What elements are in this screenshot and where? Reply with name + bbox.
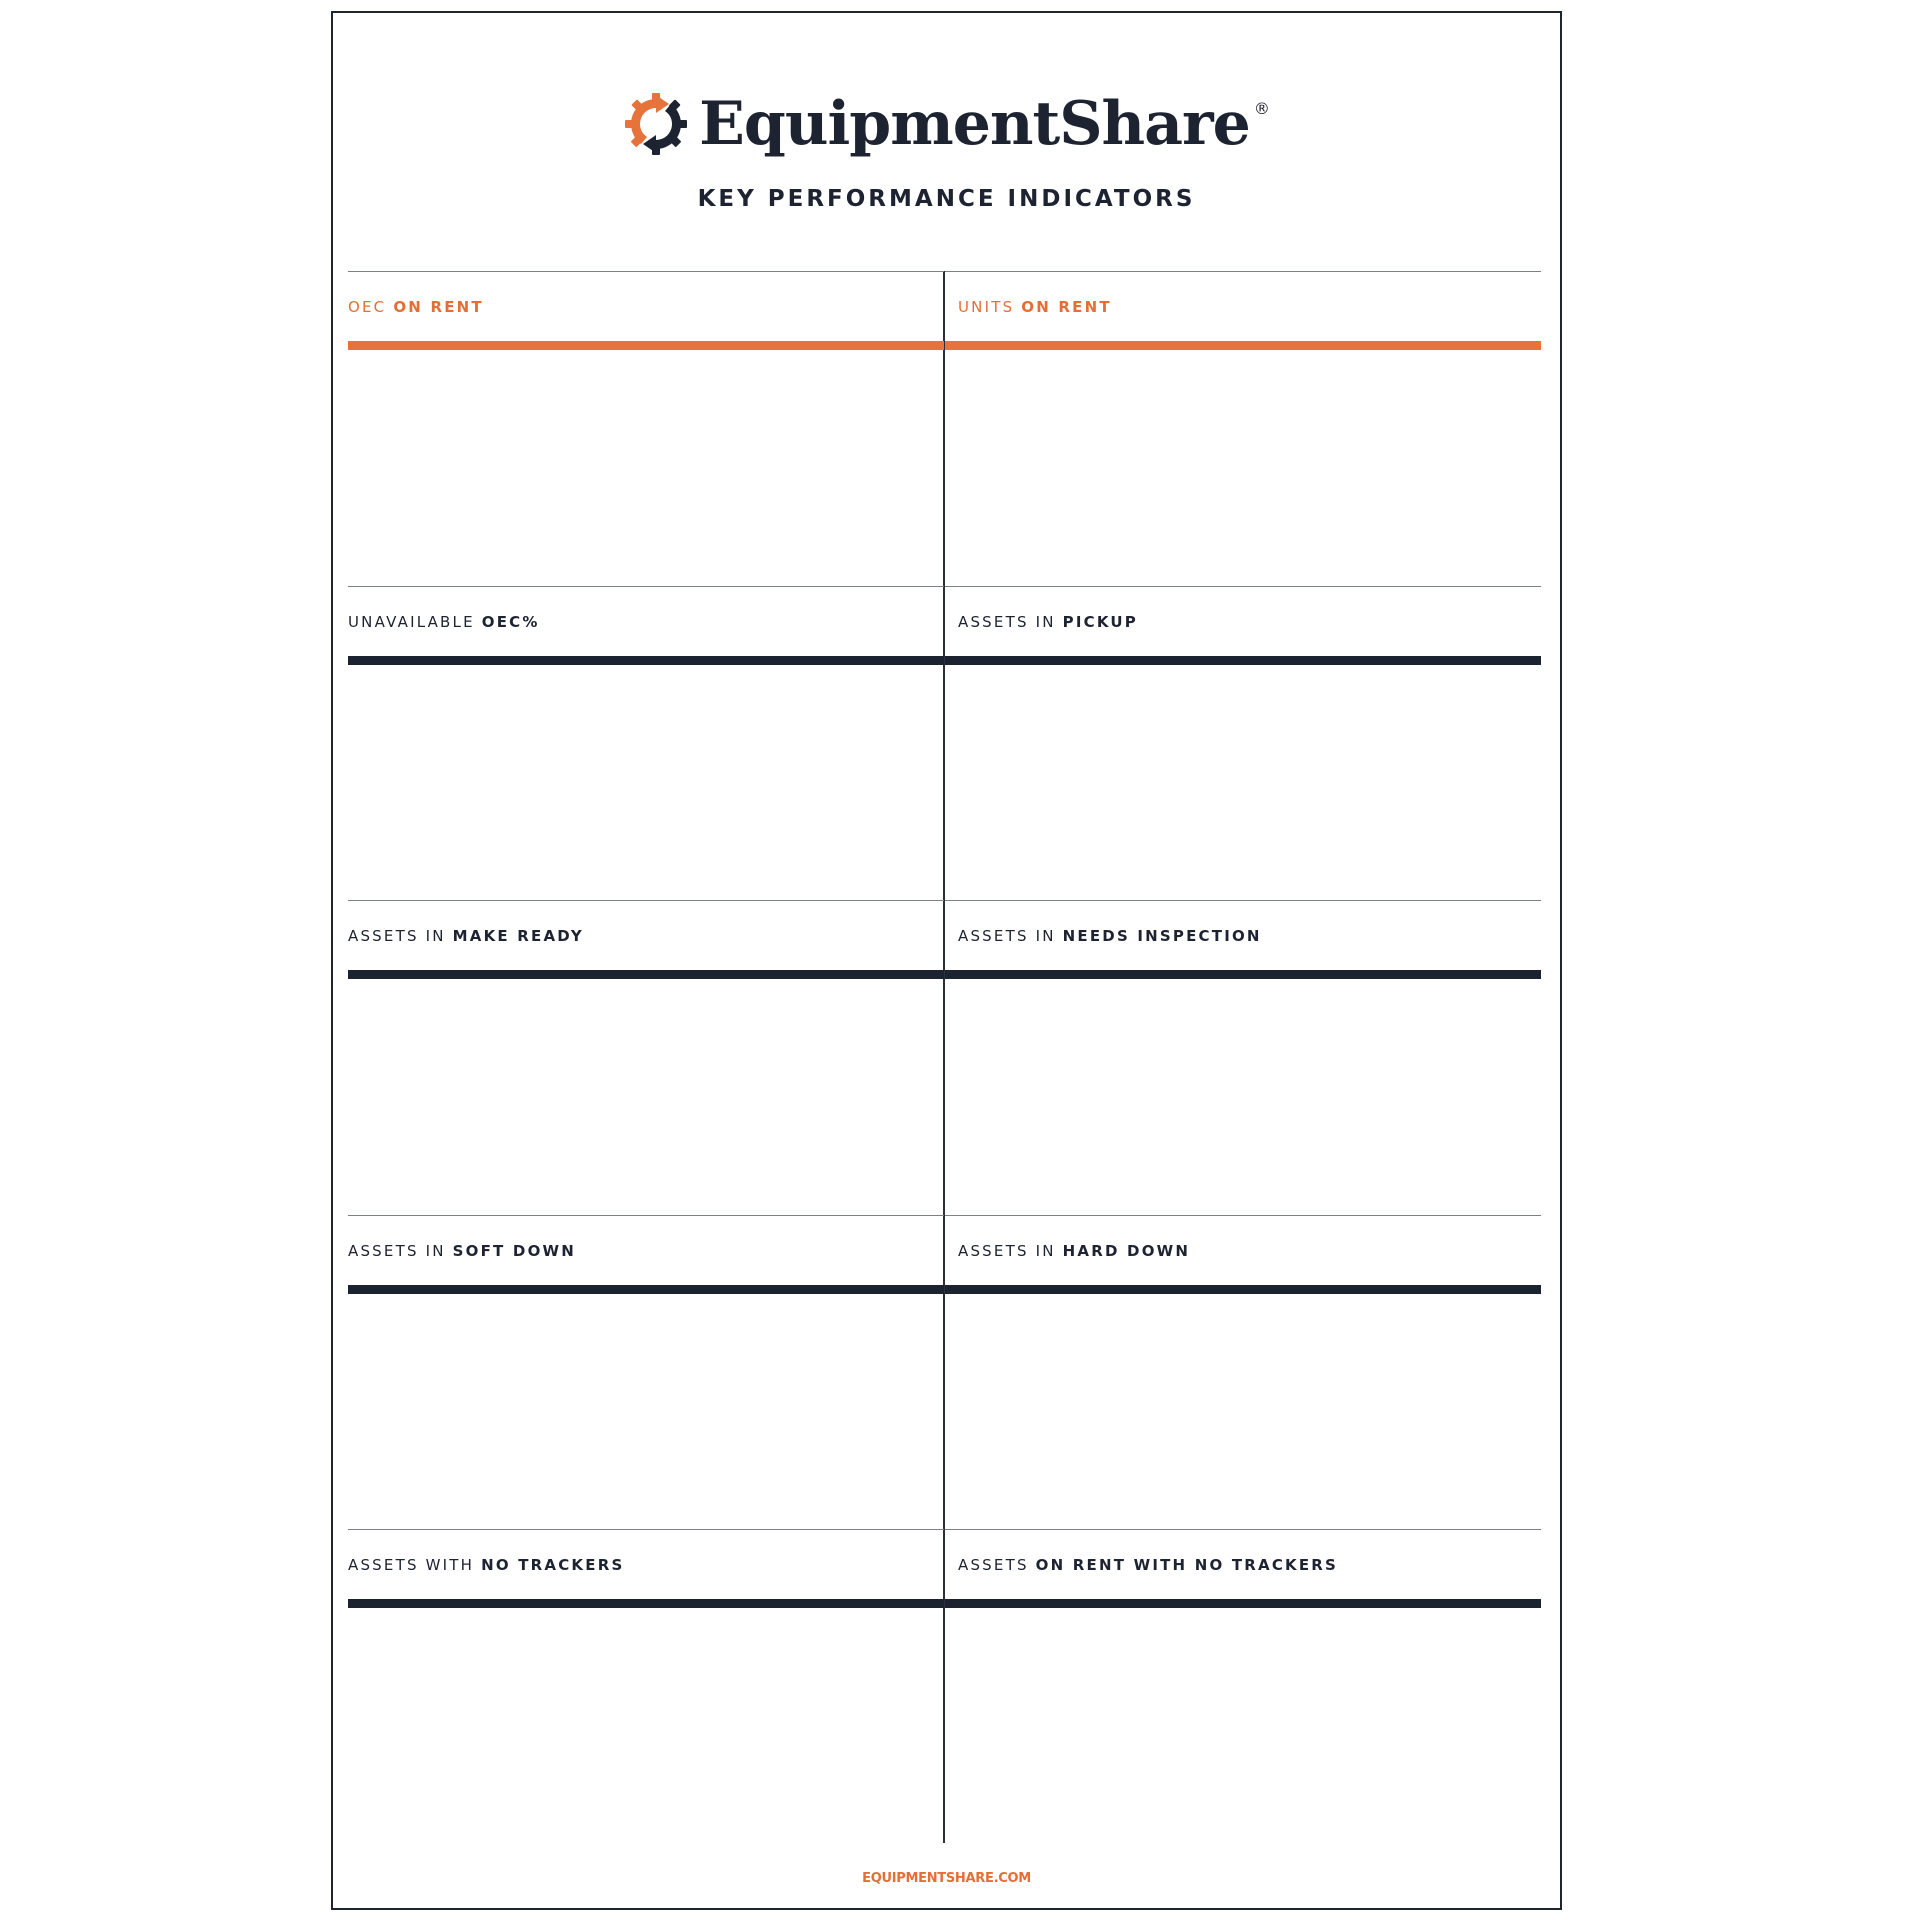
brand-wordmark: EquipmentShare	[699, 89, 1250, 159]
kpi-label-prefix: OEC	[348, 298, 394, 316]
kpi-underline-bar	[348, 970, 944, 979]
cell-divider	[945, 1215, 1541, 1216]
kpi-cell	[945, 1215, 1541, 1529]
kpi-cell	[348, 271, 944, 585]
kpi-grid	[348, 271, 1541, 1843]
kpi-underline-bar	[945, 1599, 1541, 1608]
kpi-cell	[945, 1529, 1541, 1843]
kpi-label-prefix: ASSETS IN	[958, 612, 1063, 631]
kpi-label-prefix: ASSETS IN	[958, 1241, 1063, 1260]
kpi-label-emphasis: NO TRACKERS	[481, 1556, 625, 1574]
page-title: KEY PERFORMANCE INDICATORS	[697, 186, 1196, 212]
kpi-label	[958, 927, 1262, 945]
gear-arrows-logo-icon	[623, 91, 689, 157]
kpi-label	[348, 1242, 576, 1260]
kpi-label-emphasis: ON RENT	[1021, 298, 1112, 316]
cell-divider	[945, 1529, 1541, 1530]
kpi-cell	[945, 586, 1541, 900]
brand-logo	[333, 91, 1560, 157]
kpi-label-emphasis: MAKE READY	[452, 927, 584, 945]
cell-divider	[348, 1215, 944, 1216]
kpi-underline-bar	[945, 970, 1541, 979]
kpi-cell	[348, 900, 944, 1214]
kpi-label	[958, 613, 1138, 631]
kpi-label-prefix: ASSETS WITH	[348, 1556, 482, 1574]
kpi-label-emphasis: ON RENT	[393, 298, 484, 316]
kpi-cell	[945, 271, 1541, 585]
kpi-label-emphasis: SOFT DOWN	[452, 1241, 577, 1260]
kpi-cell	[348, 1215, 944, 1529]
cell-divider	[348, 900, 944, 901]
kpi-label-prefix: ASSETS IN	[348, 927, 453, 945]
kpi-underline-bar	[348, 341, 944, 350]
cell-divider	[945, 586, 1541, 587]
kpi-label-emphasis: HARD DOWN	[1062, 1241, 1191, 1260]
kpi-underline-bar	[945, 656, 1541, 665]
kpi-cell	[945, 900, 1541, 1214]
kpi-underline-bar	[348, 1599, 944, 1608]
kpi-label	[348, 298, 484, 316]
kpi-label-emphasis: OEC%	[481, 612, 540, 631]
footer-url: EQUIPMENTSHARE.COM	[862, 1871, 1031, 1886]
kpi-label	[348, 613, 540, 631]
kpi-cell	[348, 1529, 944, 1843]
kpi-label-prefix: ASSETS IN	[348, 1241, 453, 1260]
cell-divider	[945, 271, 1541, 272]
kpi-underline-bar	[945, 1285, 1541, 1294]
kpi-label	[348, 1556, 624, 1574]
kpi-label-prefix: UNITS	[958, 298, 1022, 316]
kpi-label-prefix: UNAVAILABLE	[348, 612, 482, 631]
kpi-label	[958, 1556, 1338, 1574]
cell-divider	[945, 900, 1541, 901]
cell-divider	[348, 1529, 944, 1530]
kpi-label	[958, 1242, 1190, 1260]
kpi-label-emphasis: NEEDS INSPECTION	[1062, 927, 1262, 945]
kpi-cell	[348, 586, 944, 900]
kpi-label-emphasis: PICKUP	[1062, 612, 1138, 631]
cell-divider	[348, 271, 944, 272]
kpi-board	[331, 11, 1562, 1910]
kpi-underline-bar	[348, 1285, 944, 1294]
board-header	[333, 13, 1560, 233]
kpi-label-prefix: ASSETS	[958, 1556, 1036, 1574]
kpi-underline-bar	[348, 656, 944, 665]
kpi-label-emphasis: ON RENT WITH NO TRACKERS	[1035, 1556, 1339, 1574]
cell-divider	[348, 586, 944, 587]
kpi-label	[958, 298, 1112, 316]
kpi-label	[348, 927, 584, 945]
kpi-underline-bar	[945, 341, 1541, 350]
registered-mark: ®	[1253, 99, 1270, 118]
kpi-label-prefix: ASSETS IN	[958, 927, 1063, 945]
